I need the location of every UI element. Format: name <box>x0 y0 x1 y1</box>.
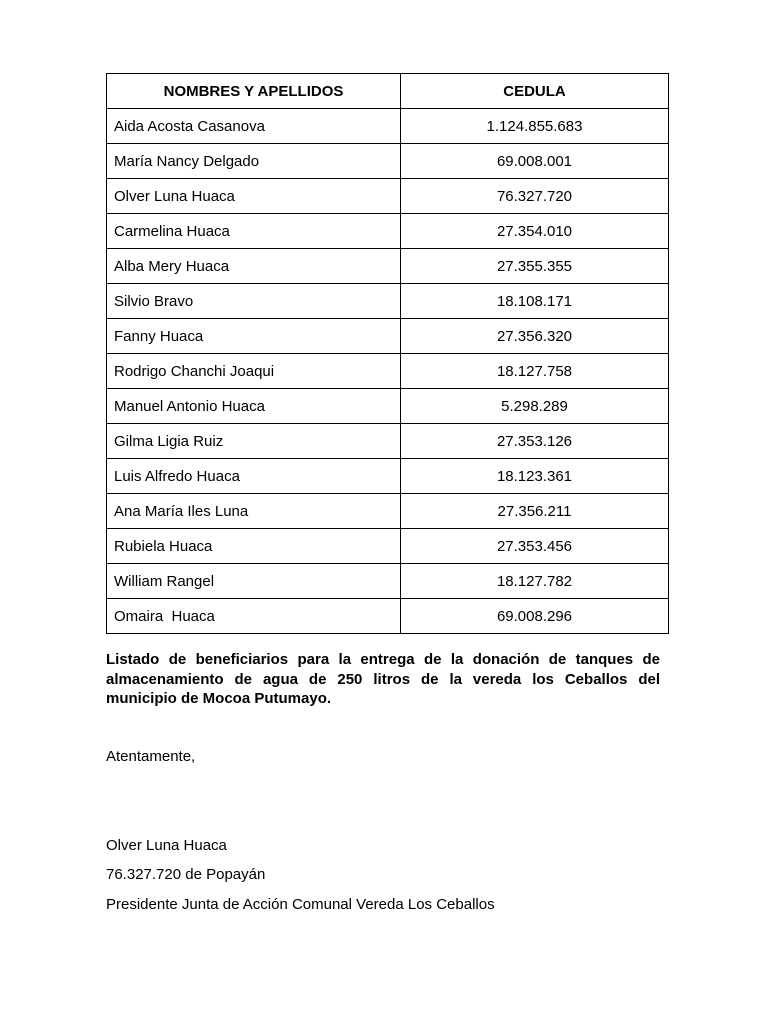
beneficiary-cedula: 76.327.720 <box>401 179 669 214</box>
beneficiary-cedula: 18.127.758 <box>401 354 669 389</box>
beneficiary-cedula: 18.108.171 <box>401 284 669 319</box>
beneficiary-name: William Rangel <box>107 564 401 599</box>
table-row <box>107 529 669 564</box>
table-row <box>107 249 669 284</box>
table-row <box>107 284 669 319</box>
table-caption: Listado de beneficiarios para la entrega de la donación de tanques de almacenamiento de agua de 250 litros de la vereda los Ceballos del municipio de Mocoa Putumayo. <box>106 651 660 707</box>
beneficiary-cedula: 27.353.126 <box>401 424 669 459</box>
table-row <box>107 214 669 249</box>
beneficiary-cedula: 18.127.782 <box>401 564 669 599</box>
table-header-row <box>107 74 669 109</box>
column-header-cedula: CEDULA <box>401 74 669 109</box>
beneficiary-cedula: 1.124.855.683 <box>401 109 669 144</box>
table-row <box>107 424 669 459</box>
table-row <box>107 494 669 529</box>
beneficiary-name: Silvio Bravo <box>107 284 401 319</box>
table-row <box>107 179 669 214</box>
table-row <box>107 564 669 599</box>
table-row <box>107 109 669 144</box>
beneficiary-name: Luis Alfredo Huaca <box>107 459 401 494</box>
beneficiary-name: Gilma Ligia Ruiz <box>107 424 401 459</box>
beneficiary-name: Aida Acosta Casanova <box>107 109 401 144</box>
beneficiaries-table <box>106 73 669 634</box>
signatory-role: Presidente Junta de Acción Comunal Vereda Los Ceballos <box>106 896 495 913</box>
beneficiary-cedula: 27.355.355 <box>401 249 669 284</box>
signatory-id: 76.327.720 de Popayán <box>106 866 266 883</box>
beneficiary-name: Olver Luna Huaca <box>107 179 401 214</box>
beneficiary-cedula: 27.356.211 <box>401 494 669 529</box>
beneficiary-name: Omaira Huaca <box>107 599 401 634</box>
beneficiary-name: Rodrigo Chanchi Joaqui <box>107 354 401 389</box>
table-row <box>107 319 669 354</box>
beneficiary-cedula: 5.298.289 <box>401 389 669 424</box>
table-row <box>107 599 669 634</box>
beneficiary-name: Fanny Huaca <box>107 319 401 354</box>
beneficiary-cedula: 27.353.456 <box>401 529 669 564</box>
beneficiary-name: Carmelina Huaca <box>107 214 401 249</box>
beneficiary-name: Alba Mery Huaca <box>107 249 401 284</box>
beneficiary-cedula: 18.123.361 <box>401 459 669 494</box>
beneficiary-name: Rubiela Huaca <box>107 529 401 564</box>
closing-salutation: Atentamente, <box>106 748 196 765</box>
beneficiary-name: María Nancy Delgado <box>107 144 401 179</box>
beneficiary-name: Manuel Antonio Huaca <box>107 389 401 424</box>
table-row <box>107 389 669 424</box>
table-row <box>107 459 669 494</box>
beneficiary-cedula: 27.354.010 <box>401 214 669 249</box>
signatory-name: Olver Luna Huaca <box>106 837 227 854</box>
column-header-names: NOMBRES Y APELLIDOS <box>107 74 401 109</box>
beneficiary-cedula: 69.008.001 <box>401 144 669 179</box>
table-row <box>107 354 669 389</box>
beneficiary-cedula: 69.008.296 <box>401 599 669 634</box>
beneficiary-cedula: 27.356.320 <box>401 319 669 354</box>
beneficiary-name: Ana María Iles Luna <box>107 494 401 529</box>
table-row <box>107 144 669 179</box>
